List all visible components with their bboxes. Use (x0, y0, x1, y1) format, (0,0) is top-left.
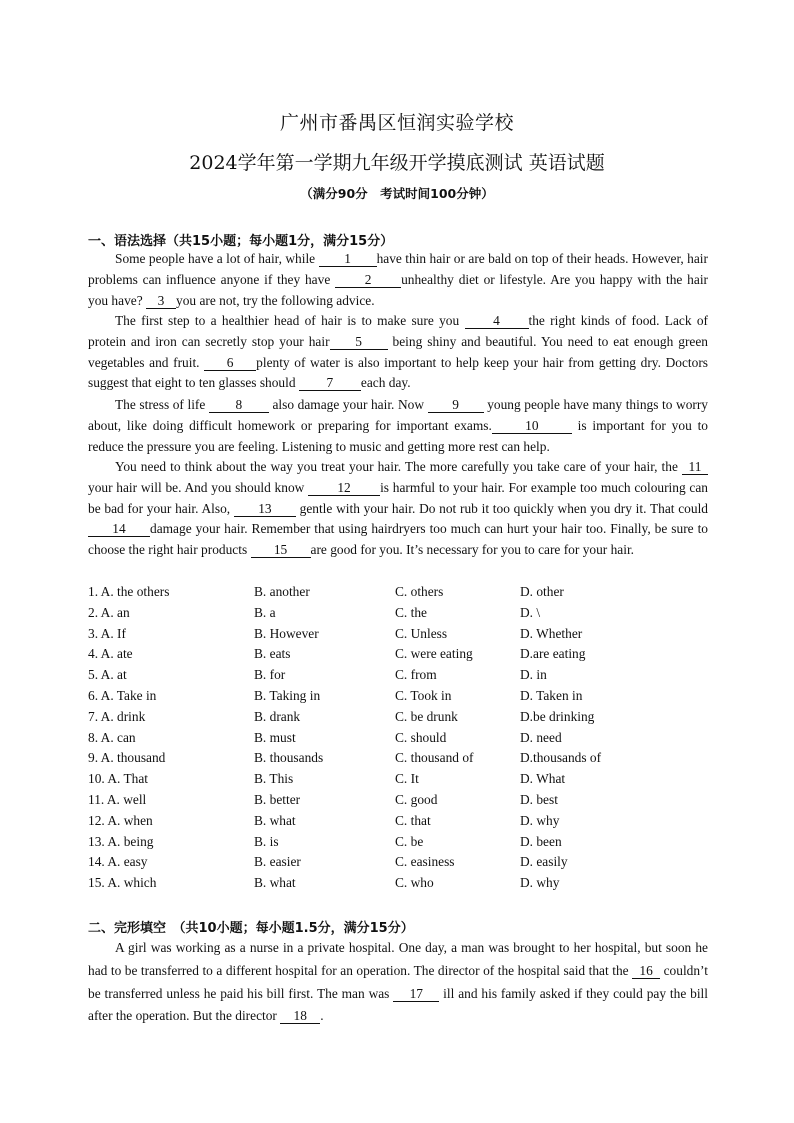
option-row: 2. A. an B. a C. the D. \ (88, 604, 541, 620)
blank-9: 9 (428, 397, 484, 413)
option-row: 11. A. well B. better C. good D. best (88, 791, 558, 807)
option-row: 1. A. the others B. another C. others D. other (88, 584, 564, 599)
blank-11: 11 (682, 459, 708, 475)
blank-12: 12 (308, 480, 380, 496)
blank-18: 18 (280, 1008, 320, 1024)
section-1-title: 一、语法选择（共15小题；每小题1分，满分15分） (88, 234, 394, 249)
blank-10: 10 (492, 418, 572, 434)
grammar-options-list (88, 582, 708, 894)
option-row: 7. A. drink B. drank C. be drunk D.be drinking (88, 708, 595, 724)
option-row: 8. A. can B. must C. should D. need (88, 729, 562, 745)
blank-3: 3 (146, 293, 176, 309)
option-row: 9. A. thousand B. thousands C. thousand of D.thousands of (88, 750, 602, 766)
option-row: 15. A. which B. what C. who D. why (88, 875, 560, 891)
blank-1: 1 (319, 251, 377, 267)
passage-2-paragraph-1: A girl was working as a nurse in a private hospital. One day, a man was brought to her hospital, but soon he had to be transferred to a different hospital for an operation. The director of the hospital said that the 16 couldn’t be transferred unless he paid his bill first. The man was 17 ill and his family asked if they could pay the bill after the operation. But the director 18 . (88, 940, 708, 1024)
blank-13: 13 (234, 501, 296, 517)
option-row: 13. A. being B. is C. be D. been (88, 833, 562, 849)
blank-6: 6 (204, 355, 256, 371)
passage-1-paragraph-4: You need to think about the way you treat your hair. The more carefully you take care of your hair, the 11your hair will be. And you should know 12 is harmful to your hair. For example too much colouring can be bad for your hair. Also, 13 gentle with your hair. Do not rub it too quickly when you dry it. That could 14 damage your hair. Remember that using hairdryers too much can hurt your hair too. Finally, be sure to choose the right hair products 15 are good for you. It’s necessary for you to care for your hair. (88, 459, 708, 558)
blank-5: 5 (330, 334, 388, 350)
passage-1-paragraph-2: The first step to a healthier head of hair is to make sure you 4 the right kinds of food. Lack of protein and iron can secretly stop your hair 5 being shiny and beautiful. You need to eat enough green vegetables and fruit. 6 plenty of water is also important to help keep your hair from getting dry. Doctors suggest that eight to ten glasses should 7 each day. (88, 313, 708, 391)
blank-16: 16 (632, 963, 660, 979)
passage-1-paragraph-1: Some people have a lot of hair, while 1 have thin hair or are bald on top of their heads. However, hair problems can influence anyone if they have 2 unhealthy diet or lifestyle. Are you happy with the hair you have? 3 you are not, try the following advice. (88, 251, 708, 308)
blank-17: 17 (393, 986, 439, 1002)
school-name: 广州市番禺区恒润实验学校 (279, 112, 514, 134)
option-row: 12. A. when B. what C. that D. why (88, 812, 560, 828)
blank-8: 8 (209, 397, 269, 413)
blank-2: 2 (335, 272, 401, 288)
option-row: 10. A. That B. This C. It D. What (88, 771, 566, 787)
section-2-title: 二、完形填空 （共10小题；每小题1.5分，满分15分） (88, 921, 414, 936)
exam-note: （满分90分 考试时间100分钟） (300, 186, 494, 201)
blank-7: 7 (299, 375, 361, 391)
option-row: 6. A. Take in B. Taking in C. Took in D. Taken in (88, 687, 583, 703)
exam-title: 2024学年第一学期九年级开学摸底测试 英语试题 (189, 152, 605, 174)
blank-4: 4 (465, 313, 529, 329)
option-row: 5. A. at B. for C. from D. in (88, 667, 547, 683)
blank-15: 15 (251, 542, 311, 558)
option-row: 4. A. ate B. eats C. were eating D.are eating (88, 646, 586, 662)
passage-1-paragraph-3: The stress of life 8 also damage your hair. Now 9 young people have many things to worry about, like doing difficult homework or preparing for important exams. 10 is important for you to reduce the pressure you are feeling. Listening to music and getting more rest can help. (88, 397, 709, 454)
option-row: 3. A. If B. However C. Unless D. Whether (88, 625, 583, 641)
option-row: 14. A. easy B. easier C. easiness D. easily (88, 854, 568, 870)
blank-14: 14 (88, 521, 150, 537)
